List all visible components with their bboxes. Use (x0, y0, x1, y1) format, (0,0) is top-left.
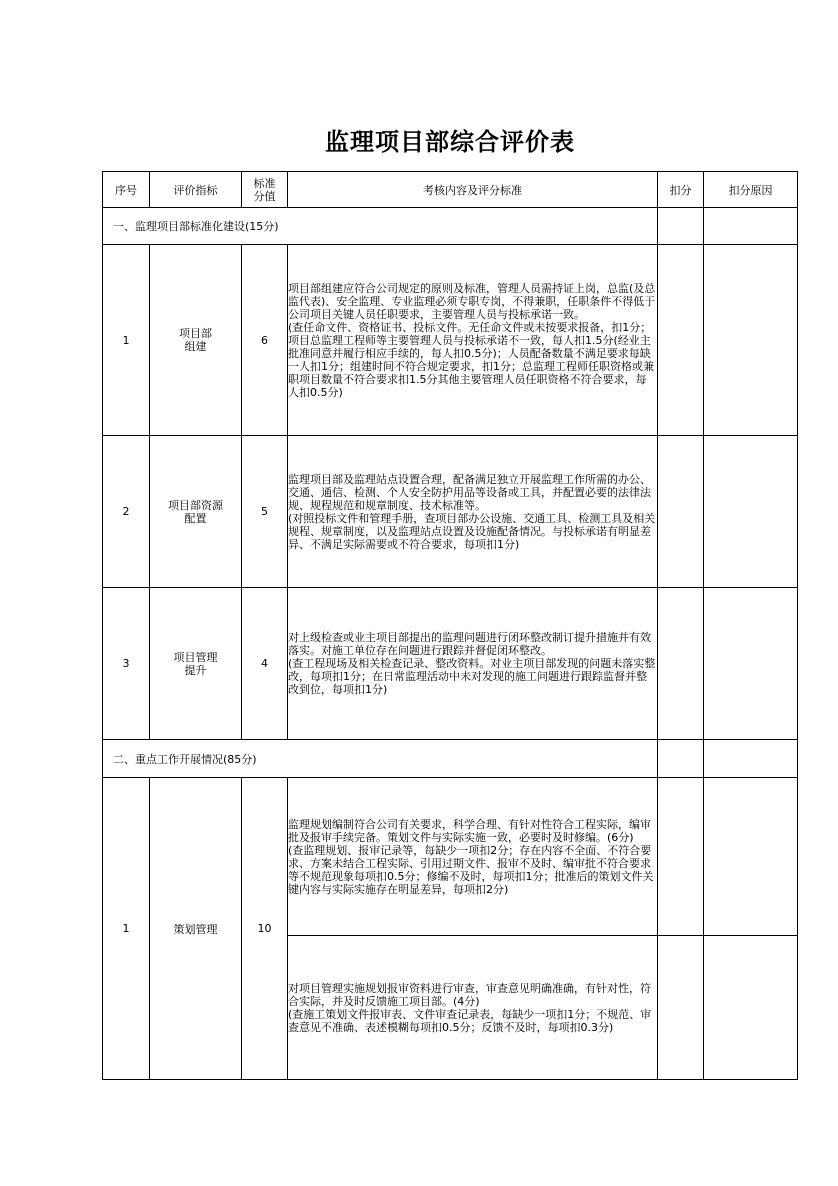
row-indicator: 项目部 组建 (150, 245, 242, 436)
row-content: 监理项目部及监理站点设置合理，配备满足独立开展监理工作所需的办公、交通、通信、检测、个人安全防护用品等设备或工具，并配置必要的法律法规、规程规范和规章制度、技术标准等。 (对照投标文件和管理手册，查项目部办公设施、交通工具、检测工具及相关规程、规章制度，以及监理站点设置及设施配备情况。与投标承诺有明显差异、不满足实际需要或不符合要求，每项扣1分) (288, 436, 658, 588)
reason-cell[interactable] (704, 436, 798, 588)
table-row (103, 436, 798, 588)
row-score: 6 (242, 245, 288, 436)
deduct-cell[interactable] (658, 245, 704, 436)
reason-cell[interactable] (704, 588, 798, 740)
row-score: 5 (242, 436, 288, 588)
row-seq: 3 (103, 588, 150, 740)
header-reason: 扣分原因 (704, 172, 798, 208)
header-indicator: 评价指标 (150, 172, 242, 208)
header-deduct: 扣分 (658, 172, 704, 208)
header-score: 标准 分值 (242, 172, 288, 208)
section-row (103, 740, 798, 778)
table-header-row (103, 172, 798, 208)
row-seq: 1 (103, 245, 150, 436)
reason-cell[interactable] (704, 740, 798, 778)
row-indicator: 策划管理 (150, 778, 242, 1080)
deduct-cell[interactable] (658, 936, 704, 1080)
reason-cell[interactable] (704, 778, 798, 936)
section-row (103, 208, 798, 245)
reason-cell[interactable] (704, 936, 798, 1080)
deduct-cell[interactable] (658, 778, 704, 936)
reason-cell[interactable] (704, 208, 798, 245)
deduct-cell[interactable] (658, 740, 704, 778)
row-content: 监理规划编制符合公司有关要求，科学合理、有针对性符合工程实际，编审批及报审手续完备。策划文件与实际实施一致，必要时及时修编。(6分) (查监理规划、报审记录等，每缺少一项扣2分；存在内容不全面、不符合要求、方案未结合工程实际、引用过期文件、报审不及时、编审批不符合要求等不规范现象每项扣0.5分；修编不及时，每项扣1分；批准后的策划文件关键内容与实际实施存在明显差异，每项扣2分) (288, 778, 658, 936)
row-seq: 1 (103, 778, 150, 1080)
header-seq: 序号 (103, 172, 150, 208)
deduct-cell[interactable] (658, 588, 704, 740)
table-row (103, 588, 798, 740)
deduct-cell[interactable] (658, 436, 704, 588)
section-label: 一、监理项目部标准化建设(15分) (103, 208, 658, 245)
evaluation-table (102, 171, 798, 1080)
row-content: 对上级检查或业主项目部提出的监理问题进行闭环整改制订提升措施并有效落实。对施工单位存在问题进行跟踪并督促闭环整改。 (查工程现场及相关检查记录、整改资料。对业主项目部发现的问题未落实整改，每项扣1分；在日常监理活动中未对发现的施工问题进行跟踪监督并整改到位，每项扣1分) (288, 588, 658, 740)
row-seq: 2 (103, 436, 150, 588)
header-content: 考核内容及评分标准 (288, 172, 658, 208)
table-row (103, 245, 798, 436)
row-content: 对项目管理实施规划报审资料进行审查，审查意见明确准确，有针对性，符合实际，并及时反馈施工项目部。(4分) (查施工策划文件报审表、文件审查记录表，每缺少一项扣1分；不规范、审查意见不准确、表述模糊每项扣0.5分；反馈不及时，每项扣0.3分) (288, 936, 658, 1080)
row-score: 4 (242, 588, 288, 740)
reason-cell[interactable] (704, 245, 798, 436)
deduct-cell[interactable] (658, 208, 704, 245)
row-indicator: 项目管理 提升 (150, 588, 242, 740)
table-row (103, 778, 798, 936)
row-content: 项目部组建应符合公司规定的原则及标准，管理人员需持证上岗，总监(及总监代表)、安全监理、专业监理必须专职专岗，不得兼职，任职条件不得低于公司项目关键人员任职要求，主要管理人员与投标承诺一致。 (查任命文件、资格证书、投标文件。无任命文件或未按要求报备，扣1分；项目总监理工程师等主要管理人员与投标承诺不一致，每人扣1.5分(经业主批准同意并履行相应手续的，每人扣0.5分)；人员配备数量不满足要求每缺一人扣1分；组建时间不符合规定要求，扣1分；总监理工程师任职资格或兼职项目数量不符合要求扣1.5分其他主要管理人员任职资格不符合要求，每人扣0.5分) (288, 245, 658, 436)
section-label: 二、重点工作开展情况(85分) (103, 740, 658, 778)
page-title: 监理项目部综合评价表 (325, 128, 575, 156)
row-indicator: 项目部资源 配置 (150, 436, 242, 588)
row-score: 10 (242, 778, 288, 1080)
